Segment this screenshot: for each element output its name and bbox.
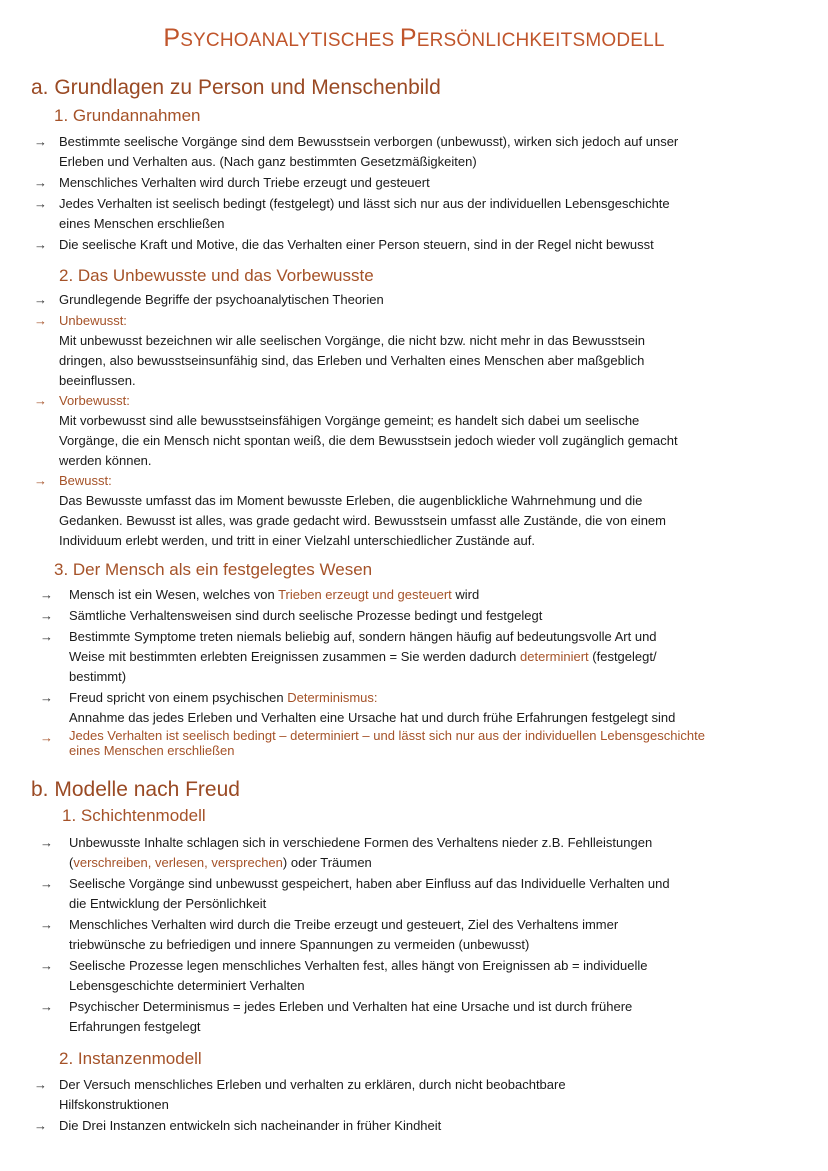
list-item: Menschliches Verhalten wird durch Triebe erzeugt und gesteuert (59, 175, 430, 190)
term-label: Unbewusst: (59, 313, 127, 328)
section-b-heading: b. Modelle nach Freud (31, 778, 240, 801)
section-a-heading: a. Grundlagen zu Person und Menschenbild (31, 76, 441, 99)
arrow-icon: → (40, 835, 53, 850)
arrow-icon: → (34, 1118, 47, 1133)
arrow-icon: → (40, 730, 53, 745)
list-item: Sämtliche Verhaltensweisen sind durch seelische Prozesse bedingt und festgelegt (69, 608, 543, 623)
arrow-icon: → (40, 690, 53, 705)
list-item: Jedes Verhalten ist seelisch bedingt – determiniert – und lässt sich nur aus der individuellen Lebensgeschichte eines Menschen erschließen (69, 728, 705, 758)
list-item: Die seelische Kraft und Motive, die das Verhalten einer Person steuern, sind in der Regel nicht bewusst (59, 237, 654, 252)
definition-unbewusst: Unbewusst: Mit unbewusst bezeichnen wir alle seelischen Vorgänge, die nicht bzw. nicht mehr in das Bewusstsein dringen, also bewusstseinsunfähig sind, das Erleben und Verhalten eines Menschen aber maßgeblich beeinflussen. (59, 313, 646, 388)
list-item: Die Drei Instanzen entwickeln sich nacheinander in früher Kindheit (59, 1118, 442, 1133)
arrow-icon: → (34, 237, 47, 252)
subsection-unbewusste-heading: 2. Das Unbewusste und das Vorbewusste (59, 266, 374, 285)
arrow-icon: → (34, 134, 47, 149)
arrow-icon: → (34, 393, 47, 408)
list-item: Seelische Prozesse legen menschliches Verhalten fest, alles hängt von Ereignissen ab = individuelle Lebensgeschichte determiniert Verhalten (69, 958, 648, 993)
definition-bewusst: Bewusst: Das Bewusste umfasst das im Moment bewusste Erleben, die augenblickliche Wahrnehmung und die Gedanken. Bewusst ist alles, was grade gedacht wird. Bewusstsein umfasst alle Zustände, die von einem Individuum erlebt werden, und tritt in einer Vielzahl unterschiedlicher Zustände auf. (59, 473, 666, 548)
arrow-icon: → (34, 1077, 47, 1092)
list-item: Unbewusste Inhalte schlagen sich in verschiedene Formen des Verhaltens nieder z.B. Fehlleistungen (verschreiben, verlesen, versprechen) oder Träumen (69, 835, 653, 870)
subsection-schichtenmodell-heading: 1. Schichtenmodell (62, 806, 206, 825)
list-item: Psychischer Determinismus = jedes Erleben und Verhalten hat eine Ursache und ist durch frühere Erfahrungen festgelegt (69, 999, 633, 1034)
arrow-icon: → (34, 292, 47, 307)
arrow-icon: → (40, 587, 53, 602)
arrow-icon: → (34, 175, 47, 190)
definition-vorbewusst: Vorbewusst: Mit vorbewusst sind alle bewusstseinsfähigen Vorgänge gemeint; es handelt sich dabei um seelische Vorgänge, die ein Mensch nicht spontan weiß, die dem Bewusstsein jedoch wieder voll zugänglich gemacht werden können. (59, 393, 678, 468)
arrow-icon: → (34, 196, 47, 211)
subsection-grundannahmen-heading: 1. Grundannahmen (54, 106, 201, 125)
arrow-icon: → (40, 608, 53, 623)
list-item: Freud spricht von einem psychischen Determinismus: Annahme das jedes Erleben und Verhalten eine Ursache hat und durch frühe Erfahrungen festgelegt sind (69, 690, 676, 725)
subsection-instanzenmodell-heading: 2. Instanzenmodell (59, 1049, 202, 1068)
arrow-icon: → (40, 917, 53, 932)
arrow-icon: → (34, 313, 47, 328)
term-label: Bewusst: (59, 473, 112, 488)
subsection-festgelegtes-wesen-heading: 3. Der Mensch als ein festgelegtes Wesen (54, 560, 373, 579)
list-item: Der Versuch menschliches Erleben und verhalten zu erklären, durch nicht beobachtbare Hilfskonstruktionen (59, 1077, 566, 1112)
list-item: Seelische Vorgänge sind unbewusst gespeichert, haben aber Einfluss auf das Individuelle Verhalten und die Entwicklung der Persönlichkeit (69, 876, 670, 911)
list-item: Menschliches Verhalten wird durch die Treibe erzeugt und gesteuert, Ziel des Verhaltens immer triebwünsche zu befriedigen und innere Spannungen zu vermeiden (unbewusst) (69, 917, 619, 952)
arrow-icon: → (40, 999, 53, 1014)
list-item: Grundlegende Begriffe der psychoanalytischen Theorien (59, 292, 384, 307)
list-item: Mensch ist ein Wesen, welches von Trieben erzeugt und gesteuert wird (69, 587, 480, 602)
list-item: Jedes Verhalten ist seelisch bedingt (festgelegt) und lässt sich nur aus der individuellen Lebensgeschichte eines Menschen erschließen (59, 196, 670, 231)
term-label: Vorbewusst: (59, 393, 130, 408)
list-item: Bestimmte seelische Vorgänge sind dem Bewusstsein verborgen (unbewusst), wirken sich jedoch auf unser Erleben und Verhalten aus. (Nach ganz bestimmten Gesetzmäßigkeiten) (59, 134, 679, 169)
arrow-icon: → (40, 629, 53, 644)
document-title: PSYCHOANALYTISCHES PERSÖNLICHKEITSMODELL (163, 24, 665, 52)
arrow-icon: → (40, 958, 53, 973)
list-item: Bestimmte Symptome treten niemals beliebig auf, sondern hängen häufig auf bedeutungsvolle Art und Weise mit bestimmten erlebten Ereignissen zusammen = Sie werden dadurch determiniert (festgelegt/ bestimmt) (69, 629, 657, 684)
arrow-icon: → (40, 876, 53, 891)
arrow-icon: → (34, 473, 47, 488)
